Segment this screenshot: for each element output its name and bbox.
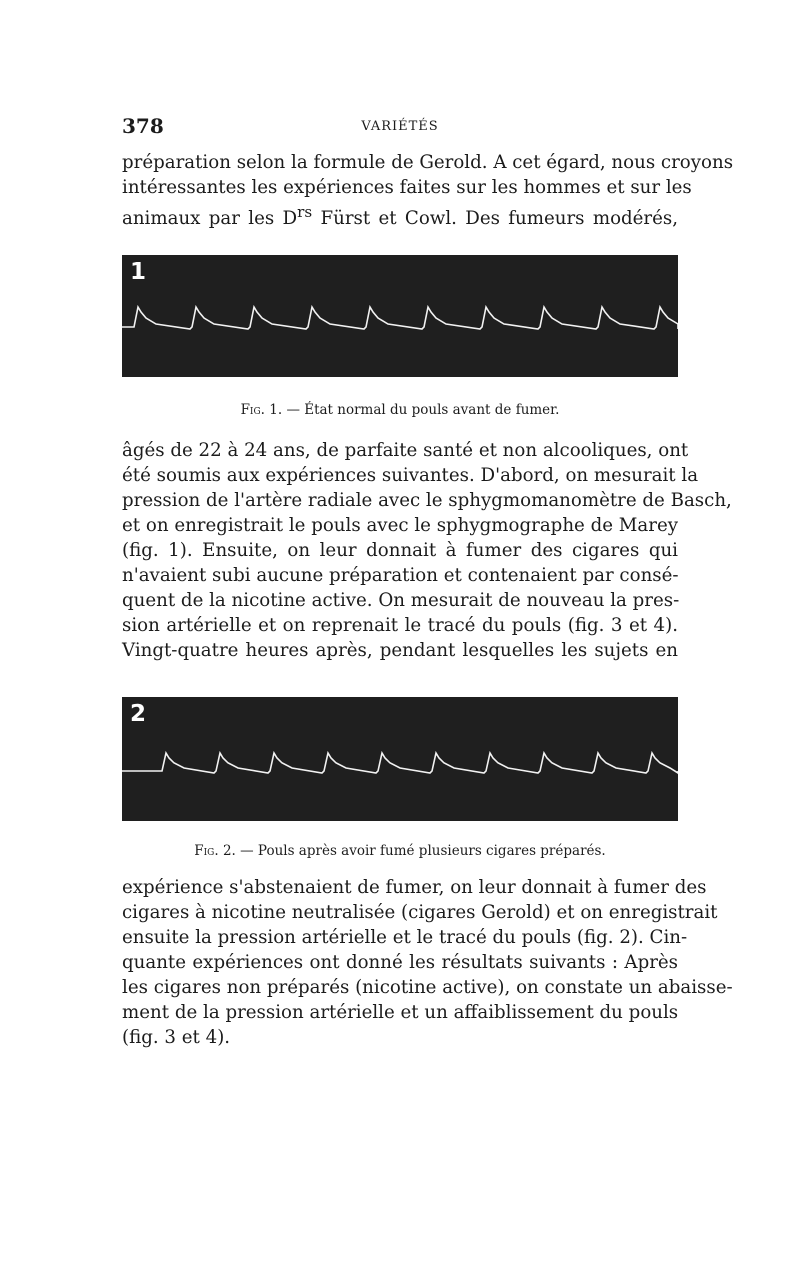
text-line: quent de la nicotine active. On mesurait de nouveau la pres- [122,590,680,611]
plate-number-1: 1 [130,259,147,285]
plate-number-2: 2 [130,701,147,727]
figure-1-label: Fig. 1. [240,402,283,418]
paragraph-3 [122,875,733,1050]
page-number: 378 [122,114,164,138]
text-line: sion artérielle et on reprenait le tracé du pouls (fig. 3 et 4). [122,615,678,636]
text-line: été soumis aux expériences suivantes. D'abord, on mesurait la [122,465,699,486]
text-line: cigares à nicotine neutralisée (cigares Gerold) et on enregistrait [122,902,718,923]
paragraph-1 [122,150,734,231]
text-line: n'avaient subi aucune préparation et contenaient par consé- [122,565,679,586]
pulse-trace-plate-1 [122,255,678,377]
figure-2-caption [0,843,800,859]
text-line: (fig. 3 et 4). [122,1027,231,1048]
figure-2-caption-text: — Pouls après avoir fumé plusieurs cigares préparés. [240,843,606,859]
paragraph-2 [122,438,732,663]
text-line: et on enregistrait le pouls avec le sphygmographe de Marey [122,515,678,536]
pulse-trace-2 [122,697,678,821]
text-line: quante expériences ont donné les résultats suivants : Après [122,952,678,973]
text-line: Vingt-quatre heures après, pendant lesquelles les sujets en [122,640,678,661]
text-line: intéressantes les expériences faites sur les hommes et sur les [122,177,692,198]
text-line: préparation selon la formule de Gerold. A cet égard, nous croyons [122,152,734,173]
text-line: âgés de 22 à 24 ans, de parfaite santé et non alcooliques, ont [122,440,689,461]
running-head: VARIÉTÉS [361,119,439,134]
text-line: animaux par les $D^{rs}$ Fürst et Cowl. Des fumeurs modérés, [122,203,678,230]
text-line: ment de la pression artérielle et un affaiblissement du pouls [122,1002,679,1023]
text-line: pression de l'artère radiale avec le sphygmomanomètre de Basch, [122,490,732,511]
text-line: les cigares non préparés (nicotine active), on constate un abaisse- [122,977,733,998]
text-line: expérience s'abstenaient de fumer, on leur donnait à fumer des [122,877,707,898]
figure-1-caption-text: — État normal du pouls avant de fumer. [286,402,560,418]
pulse-trace-1 [122,255,678,377]
pulse-trace-plate-2 [122,697,678,821]
figure-1-caption [0,402,800,418]
figure-2-label: Fig. 2. [194,843,236,859]
text-line: ensuite la pression artérielle et le tracé du pouls (fig. 2). Cin- [122,927,688,948]
text-line: (fig. 1). Ensuite, on leur donnait à fumer des cigares qui [122,540,678,561]
